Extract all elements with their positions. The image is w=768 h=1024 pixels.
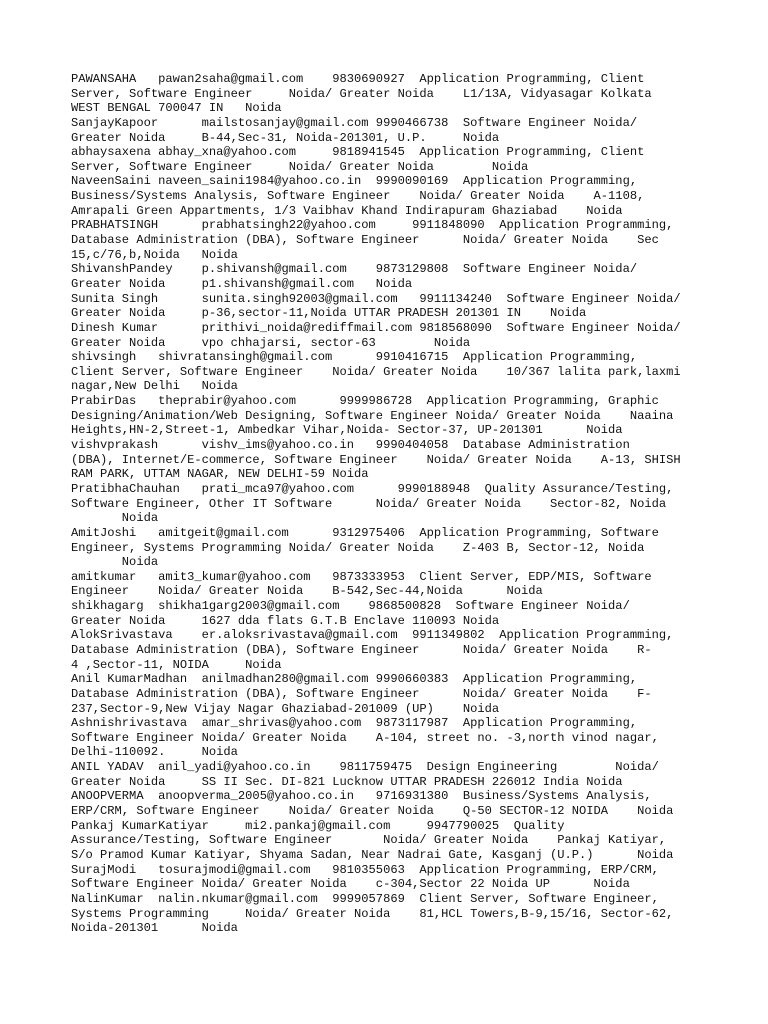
text-line: Delhi-110092. Noida	[71, 745, 238, 760]
text-line: Pankaj KumarKatiyar mi2.pankaj@gmail.com 9947790025 Quality	[71, 818, 565, 833]
text-line: Software Engineer, Other IT Software Noida/ Greater Noida Sector-82, Noida	[71, 496, 667, 511]
text-line: ANIL YADAV anil_yadi@yahoo.co.in 9811759475 Design Engineering Noida/	[71, 760, 659, 775]
text-line: Database Administration (DBA), Software Engineer Noida/ Greater Noida Sec	[71, 233, 659, 248]
text-line: Client Server, Software Engineer Noida/ Greater Noida 10/367 lalita park,laxmi	[71, 364, 681, 379]
text-line: Sunita Singh sunita.singh92003@gmail.com 9911134240 Software Engineer Noida/	[71, 291, 681, 306]
text-line: Greater Noida p1.shivansh@gmail.com Noida	[71, 276, 413, 291]
text-line: 15,c/76,b,Noida Noida	[71, 247, 238, 262]
text-line: NaveenSaini naveen_saini1984@yahoo.co.in 9990090169 Application Programming,	[71, 174, 638, 189]
text-line: WEST BENGAL 700047 IN Noida	[71, 101, 282, 116]
text-line: Server, Software Engineer Noida/ Greater Noida L1/13A, Vidyasagar Kolkata	[71, 86, 652, 101]
text-line: Noida-201301 Noida	[71, 921, 238, 936]
text-line: ShivanshPandey p.shivansh@gmail.com 9873129808 Software Engineer Noida/	[71, 262, 638, 277]
text-line: Greater Noida p-36,sector-11,Noida UTTAR PRADESH 201301 IN Noida	[71, 306, 587, 321]
text-line: 237,Sector-9,New Vijay Nagar Ghaziabad-201009 (UP) Noida	[71, 701, 500, 716]
text-line: Heights,HN-2,Street-1, Ambedkar Vihar,Noida- Sector-37, UP-201301 Noida	[71, 423, 623, 438]
text-line: PRABHATSINGH prabhatsingh22@yahoo.com 9911848090 Application Programming,	[71, 218, 674, 233]
text-line: Noida	[71, 511, 159, 526]
text-line: RAM PARK, UTTAM NAGAR, NEW DELHI-59 Noida	[71, 467, 369, 482]
text-line: Assurance/Testing, Software Engineer Noida/ Greater Noida Pankaj Katiyar,	[71, 833, 667, 848]
text-line: vishvprakash vishv_ims@yahoo.co.in 9990404058 Database Administration	[71, 438, 630, 453]
text-line: PratibhaChauhan prati_mca97@yahoo.com 9990188948 Quality Assurance/Testing,	[71, 481, 674, 496]
text-line: Engineer Noida/ Greater Noida B-542,Sec-44,Noida Noida	[71, 584, 543, 599]
text-line: Designing/Animation/Web Designing, Software Engineer Noida/ Greater Noida Naaina	[71, 408, 674, 423]
text-line: Anil KumarMadhan anilmadhan280@gmail.com 9990660383 Application Programming,	[71, 672, 638, 687]
text-line: Greater Noida vpo chhajarsi, sector-63 Noida	[71, 335, 471, 350]
text-line: S/o Pramod Kumar Katiyar, Shyama Sadan, Near Nadrai Gate, Kasganj (U.P.) Noida	[71, 847, 674, 862]
text-line: Noida	[71, 555, 159, 570]
text-line: shikhagarg shikha1garg2003@gmail.com 9868500828 Software Engineer Noida/	[71, 599, 630, 614]
text-line: Dinesh Kumar prithivi_noida@rediffmail.com 9818568090 Software Engineer Noida/	[71, 320, 681, 335]
text-line: SurajModi tosurajmodi@gmail.com 9810355063 Application Programming, ERP/CRM,	[71, 862, 659, 877]
text-line: Ashnishrivastava amar_shrivas@yahoo.com 9873117987 Application Programming,	[71, 716, 638, 731]
text-line: Software Engineer Noida/ Greater Noida A-104, street no. -3,north vinod nagar,	[71, 730, 659, 745]
text-line: AmitJoshi amitgeit@gmail.com 9312975406 Application Programming, Software	[71, 525, 659, 540]
text-line: ERP/CRM, Software Engineer Noida/ Greater Noida Q-50 SECTOR-12 NOIDA Noida	[71, 804, 674, 819]
text-line: PrabirDas theprabir@yahoo.com 9999986728 Application Programming, Graphic	[71, 394, 659, 409]
text-line: NalinKumar nalin.nkumar@gmail.com 9999057869 Client Server, Software Engineer,	[71, 891, 659, 906]
text-line: PAWANSAHA pawan2saha@gmail.com 9830690927 Application Programming, Client	[71, 72, 645, 86]
text-line: Amrapali Green Appartments, 1/3 Vaibhav Khand Indirapuram Ghaziabad Noida	[71, 203, 623, 218]
text-line: Database Administration (DBA), Software Engineer Noida/ Greater Noida F-	[71, 686, 652, 701]
text-line: Database Administration (DBA), Software Engineer Noida/ Greater Noida R-	[71, 642, 652, 657]
text-line: Greater Noida 1627 dda flats G.T.B Enclave 110093 Noida	[71, 613, 500, 628]
text-line: Software Engineer Noida/ Greater Noida c-304,Sector 22 Noida UP Noida	[71, 877, 630, 892]
text-line: Greater Noida B-44,Sec-31, Noida-201301, U.P. Noida	[71, 130, 500, 145]
text-line: Greater Noida SS II Sec. DI-821 Lucknow UTTAR PRADESH 226012 India Noida	[71, 774, 623, 789]
document-text	[71, 72, 711, 936]
text-line: Server, Software Engineer Noida/ Greater Noida Noida	[71, 159, 529, 174]
text-line: ANOOPVERMA anoopverma_2005@yahoo.co.in 9716931380 Business/Systems Analysis,	[71, 789, 652, 804]
text-line: (DBA), Internet/E-commerce, Software Engineer Noida/ Greater Noida A-13, SHISH	[71, 452, 681, 467]
text-line: AlokSrivastava er.aloksrivastava@gmail.com 9911349802 Application Programming,	[71, 628, 674, 643]
text-line: Systems Programming Noida/ Greater Noida 81,HCL Towers,B-9,15/16, Sector-62,	[71, 906, 674, 921]
text-line: nagar,New Delhi Noida	[71, 379, 238, 394]
text-line: abhaysaxena abhay_xna@yahoo.com 9818941545 Application Programming, Client	[71, 145, 645, 160]
text-line: SanjayKapoor mailstosanjay@gmail.com 9990466738 Software Engineer Noida/	[71, 115, 638, 130]
text-line: shivsingh shivratansingh@gmail.com 9910416715 Application Programming,	[71, 350, 638, 365]
text-line: 4 ,Sector-11, NOIDA Noida	[71, 657, 282, 672]
text-line: Engineer, Systems Programming Noida/ Greater Noida Z-403 B, Sector-12, Noida	[71, 540, 645, 555]
text-line: amitkumar amit3_kumar@yahoo.com 9873333953 Client Server, EDP/MIS, Software	[71, 569, 652, 584]
text-line: Business/Systems Analysis, Software Engineer Noida/ Greater Noida A-1108,	[71, 189, 645, 204]
